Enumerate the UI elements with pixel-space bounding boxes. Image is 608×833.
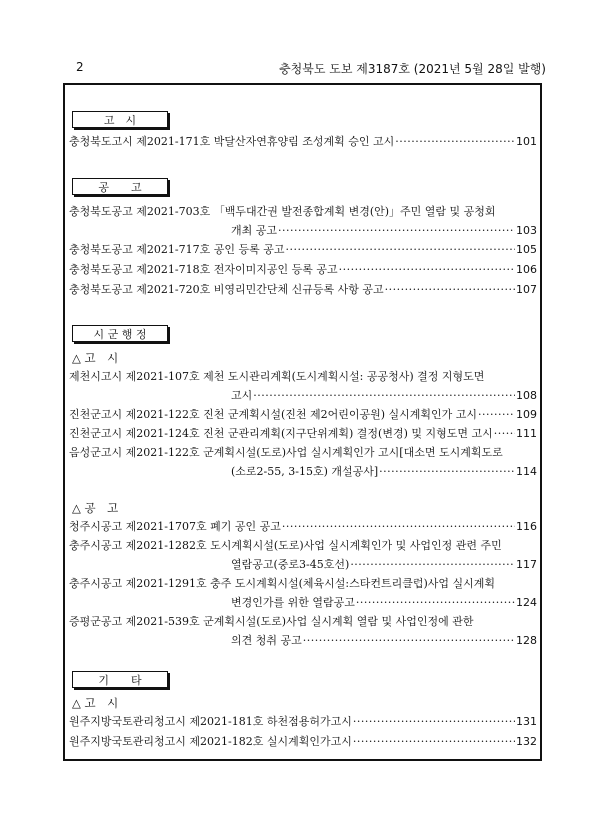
toc-entry[interactable]: 원주지방국토관리청고시 제2021-182호 실시계획인가고시 ····· 132 [69,732,537,751]
toc-entry[interactable]: 충주시공고 제2021-1291호 충주 도시계획시설(체육시설:스타컨트리클럽)사업 실시계획 변경인가를 위한 열람공고 ····· 124 [69,574,537,612]
toc-entry[interactable]: 음성군고시 제2021-122호 군계획시설(도로)사업 실시계획인가 고시[대소면 도시계획도로 (소로2-55, 3-15호) 개설공사] ····· 114 [69,443,537,481]
page-ref: 124 [516,596,537,609]
page-ref: 111 [516,427,537,440]
page-ref: 106 [516,263,537,276]
toc-entry[interactable]: 충청북도공고 제2021-703호 「백두대간권 발전종합계획 변경(안)」주민 열람 및 공청회 개최 공고 ····· 103 [69,202,537,240]
toc-entry[interactable]: 원주지방국토관리청고시 제2021-181호 하천점용허가고시 ····· 131 [69,712,537,731]
section-title-gosi: 고 시 [72,111,168,128]
page-header [76,60,546,76]
page-ref: 105 [516,243,537,256]
toc-entry[interactable]: 충청북도공고 제2021-718호 전자이미지공인 등록 공고 ····· 106 [69,260,537,279]
toc-entry[interactable]: 청주시공고 제2021-1707호 폐기 공인 공고 ····· 116 [69,517,537,536]
page-ref: 107 [516,283,537,296]
subsection-gosi: △ 고 시 [72,351,119,365]
page-ref: 128 [516,634,537,647]
toc-entry[interactable]: 제천시고시 제2021-107호 제천 도시관리계획(도시계획시설: 공공청사) 결정 지형도면 고시 ····· 108 [69,367,537,405]
page-ref: 108 [516,389,537,402]
section-title-gita: 기 타 [72,671,168,688]
page-ref: 103 [516,224,537,237]
page-ref: 101 [516,135,537,148]
toc-entry[interactable]: 진천군고시 제2021-124호 진천 군관리계획(지구단위계획) 결정(변경) 및 지형도면 고시 ····· 111 [69,424,537,443]
toc-entry[interactable]: 증평군공고 제2021-539호 군계획시설(도로)사업 실시계획 열람 및 사업인정에 관한 의견 청취 공고 ····· 128 [69,612,537,650]
subsection-gosi: △ 고 시 [72,696,119,710]
toc-entry[interactable]: 충청북도공고 제2021-717호 공인 등록 공고 ····· 105 [69,240,537,259]
page-ref: 109 [516,408,537,421]
section-title-gonggo: 공 고 [72,178,168,195]
page-ref: 117 [516,558,537,571]
toc-entry[interactable]: 진천군고시 제2021-122호 진천 군계획시설(진천 제2어린이공원) 실시계획인가 고시 ····· 109 [69,405,537,424]
section-title-sigun: 시 군 행 정 [72,325,168,342]
toc-entry[interactable]: 충주시공고 제2021-1282호 도시계획시설(도로)사업 실시계획인가 및 사업인정 관련 주민 열람공고(중로3-45호선) ····· 117 [69,536,537,574]
page-ref: 114 [516,465,537,478]
toc-entry[interactable]: 충청북도공고 제2021-720호 비영리민간단체 신규등록 사항 공고 ····· 107 [69,280,537,299]
page-ref: 116 [516,520,537,533]
page-ref: 132 [516,735,537,748]
page-number: 2 [76,60,84,74]
page-ref: 131 [516,715,537,728]
toc-entry[interactable]: 충청북도고시 제2021-171호 박달산자연휴양림 조성계획 승인 고시 ····· 101 [69,132,537,151]
publication-info: 충청북도 도보 제3187호 (2021년 5월 28일 발행) [279,62,546,76]
subsection-gonggo: △ 공 고 [72,501,119,515]
